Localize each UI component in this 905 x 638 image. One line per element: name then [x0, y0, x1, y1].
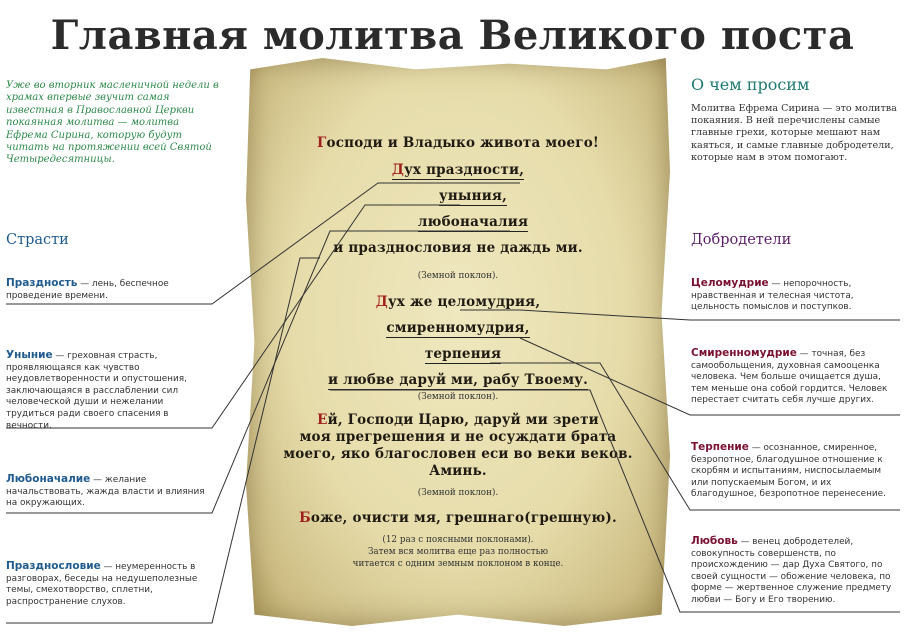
prayer-line-14	[246, 510, 670, 526]
passions-heading: Страсти	[6, 232, 69, 248]
initial-letter: Е	[317, 412, 328, 428]
virtue-entry-love	[691, 536, 896, 607]
prayer-line-1	[246, 135, 670, 151]
about-heading: О чем просим	[691, 75, 810, 94]
initial-letter: Г	[316, 135, 327, 151]
initial-letter: Д	[391, 162, 405, 178]
virtue-entry-patience	[691, 442, 896, 501]
passion-term: Празднословие	[6, 560, 101, 572]
prayer-text: смиренномудрия,	[386, 320, 530, 336]
initial-letter: Д	[375, 294, 388, 310]
intro-text: Уже во вторник масленичной недели в храмах впервые звучит самая известная в Православной Церкви покаянная молитва — молитва Ефрема Сирина, которую будут читать на протяжении всей Святой Четыредесятницы.	[6, 80, 219, 166]
prayer-line-7	[246, 320, 670, 338]
prayer-line-12: моего, яко благословен еси во веки веков.	[283, 446, 633, 462]
page-title: Главная молитва Великого поста	[50, 12, 855, 59]
prayer-line-2	[246, 162, 670, 180]
passion-desc: — лень, беспечное проведение времени.	[6, 279, 169, 301]
prayer-text: терпения	[424, 346, 502, 362]
initial-letter: Б	[299, 510, 311, 526]
prayer-line-11: моя прегрешения и не осуждати брата	[299, 429, 617, 445]
passion-entry-lust-for-power	[6, 474, 206, 510]
prostration-note: (Земной поклон).	[417, 392, 499, 402]
prostration-note: (Земной поклон).	[417, 271, 499, 281]
repeat-note: Затем вся молитва еще раз полностью	[367, 547, 549, 557]
virtue-entry-chastity	[691, 278, 896, 314]
passion-entry-idleness	[6, 278, 206, 302]
prayer-line-13: Аминь.	[429, 463, 487, 479]
passion-entry-idle-talk	[6, 561, 206, 608]
prayer-line-4	[246, 214, 670, 232]
passion-term: Уныние	[6, 349, 53, 361]
passion-entry-despondency	[6, 350, 206, 432]
prayer-line-3	[246, 188, 670, 206]
virtue-term: Целомудрие	[691, 277, 769, 289]
passion-term: Любоначалие	[6, 473, 91, 485]
prayer-text: любоначалия	[417, 214, 529, 230]
virtue-desc: — венец добродетелей, совокупность совершенств, по происхождению — дар Духа Святого, по своей сущности — обожение человека, по форме — жертвенное служение предмету любви — Богу и Его творению.	[691, 537, 892, 605]
prayer-line-9	[246, 372, 670, 390]
prayer-text: оже, очисти мя, грешнаго(грешную).	[310, 510, 617, 526]
prayer-text: уныния,	[438, 188, 508, 204]
virtue-term: Смиренномудрие	[691, 347, 797, 359]
prayer-text: й, Господи Царю, даруй ми зрети	[327, 412, 599, 428]
virtue-term: Терпение	[691, 441, 749, 453]
passion-term: Праздность	[6, 277, 78, 289]
prostration-note: (Земной поклон).	[417, 488, 499, 498]
bow-note: (12 раз с поясными поклонами).	[382, 535, 534, 545]
virtue-desc: — непорочность, нравственная и телесная чистота, цельность помыслов и поступков.	[691, 279, 854, 313]
passion-desc: — желание начальствовать, жажда власти и влияния на окружающих.	[6, 475, 205, 509]
virtue-desc: — осознанное, смиренное, безропотное, благодушное отношение к скорбям и испытаниям, ниспосылаемым или попускаемым Богом, и их благодушное, безропотное перенесение.	[691, 443, 886, 500]
prayer-text: и любве даруй ми, рабу Твоему.	[327, 372, 589, 388]
passion-desc: — неумеренность в разговорах, беседы на недушеполезные темы, смехотворство, сплетни, распространение слухов.	[6, 562, 198, 607]
prayer-line-10	[246, 412, 670, 428]
prayer-text: осподи и Владыко живота моего!	[326, 135, 600, 151]
prayer-line-8	[246, 346, 670, 364]
about-text: Молитва Ефрема Сирина — это молитва покаяния. В ней перечислены самые главные грехи, которые мешают нам каяться, и самые главные добродетели, которые нам в этом помогают.	[691, 103, 897, 163]
virtue-term: Любовь	[691, 535, 738, 547]
passion-desc: — греховная страсть, проявляющаяся как чувство неудовлетворенности и опустошения, заключающаяся в расслаблении сил человеческой души и нежелании трудиться ради своего спасения в вечности.	[6, 351, 187, 431]
prayer-text: ух праздности,	[404, 162, 525, 178]
virtue-entry-humility	[691, 348, 896, 407]
repeat-note: читается с одним земным поклоном в конце.	[352, 559, 564, 569]
virtue-desc: — точная, без самообольщения, духовная самооценка человека. Чем больше очищается душа, тем меньше она собой гордится. Человек перестает считать себя лучше других.	[691, 349, 888, 406]
prayer-text: и празднословия не даждь ми.	[333, 240, 583, 256]
virtues-heading: Добродетели	[691, 232, 792, 248]
prayer-line-6	[246, 294, 670, 310]
prayer-text: ух же целомудрия,	[387, 294, 541, 310]
prayer-line-5	[246, 240, 670, 256]
